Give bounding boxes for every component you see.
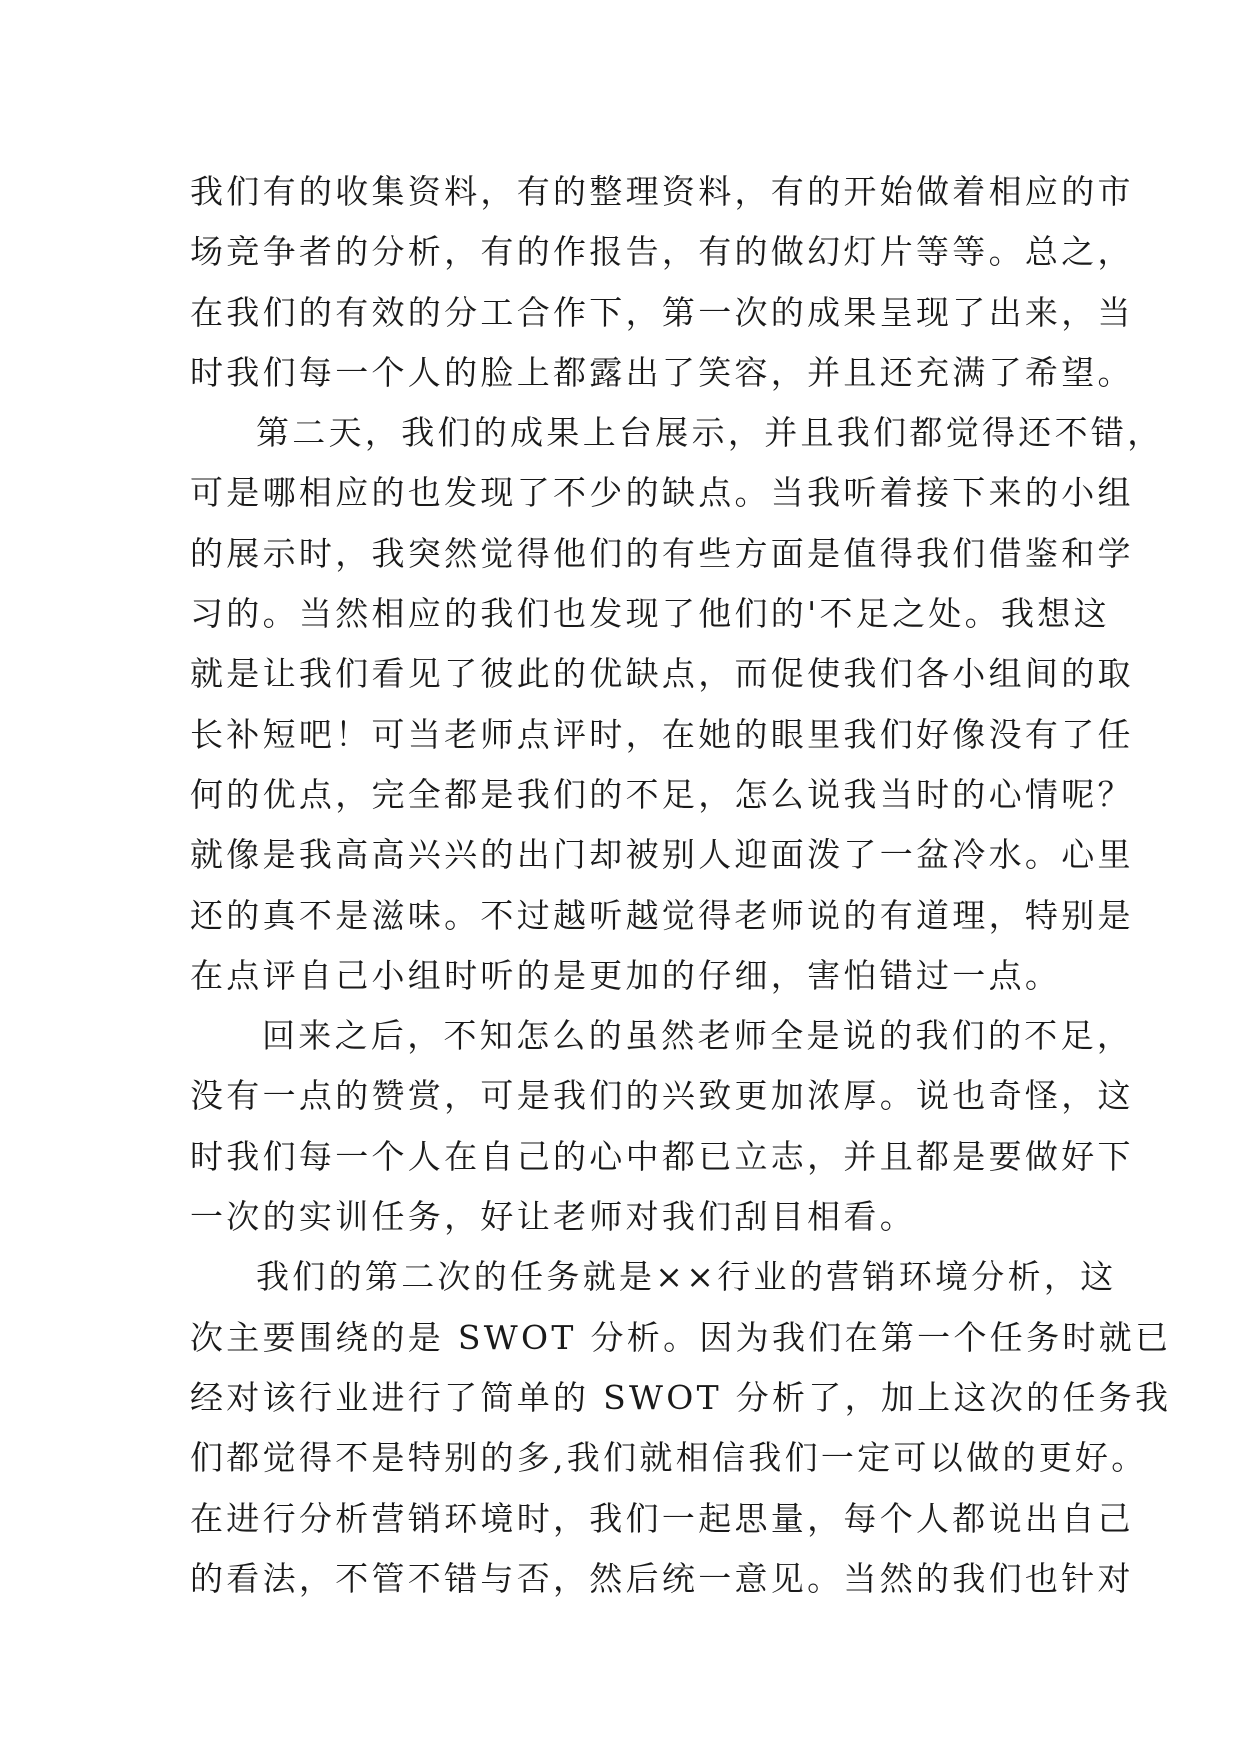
paragraph-first-line: 我们的第二次的任务就是××行业的营销环境分析，这 — [256, 1257, 1117, 1297]
text-line: 还的真不是滋味。不过越听越觉得老师说的有道理，特别是 — [190, 895, 1134, 935]
text-line: 在点评自己小组时听的是更加的仔细，害怕错过一点。 — [190, 955, 1062, 995]
text-line: 们都觉得不是特别的多,我们就相信我们一定可以做的更好。 — [190, 1438, 1148, 1478]
text-line: 时我们每一个人在自己的心中都已立志，并且都是要做好下 — [190, 1136, 1134, 1176]
text-line: 在进行分析营销环境时，我们一起思量，每个人都说出自己 — [190, 1498, 1134, 1538]
text-line: 习的。当然相应的我们也发现了他们的'不足之处。我想这 — [190, 594, 1110, 634]
text-line: 就像是我高高兴兴的出门却被别人迎面泼了一盆冷水。心里 — [190, 835, 1134, 875]
text-line: 在我们的有效的分工合作下，第一次的成果呈现了出来，当 — [190, 292, 1134, 332]
paragraph-first-line: 回来之后，不知怎么的虽然老师全是说的我们的不足， — [262, 1016, 1134, 1056]
body-text — [190, 162, 1172, 1609]
text-line: 就是让我们看见了彼此的优缺点，而促使我们各小组间的取 — [190, 654, 1134, 694]
text-line: 可是哪相应的也发现了不少的缺点。当我听着接下来的小组 — [190, 473, 1134, 513]
text-line: 场竞争者的分析，有的作报告，有的做幻灯片等等。总之， — [190, 232, 1134, 272]
text-line: 何的优点，完全都是我们的不足，怎么说我当时的心情呢？ — [190, 774, 1134, 814]
text-line: 的展示时，我突然觉得他们的有些方面是值得我们借鉴和学 — [190, 533, 1134, 573]
text-line: 我们有的收集资料，有的整理资料，有的开始做着相应的市 — [190, 172, 1134, 211]
paragraph-first-line: 第二天，我们的成果上台展示，并且我们都觉得还不错， — [256, 413, 1164, 453]
text-line: 次主要围绕的是 SWOT 分析。因为我们在第一个任务时就已 — [190, 1317, 1172, 1357]
text-line: 经对该行业进行了简单的 SWOT 分析了，加上这次的任务我 — [190, 1377, 1172, 1417]
text-line: 一次的实训任务，好让老师对我们刮目相看。 — [190, 1197, 916, 1237]
text-line: 长补短吧！可当老师点评时，在她的眼里我们好像没有了任 — [190, 714, 1134, 754]
text-line: 的看法，不管不错与否，然后统一意见。当然的我们也针对 — [190, 1558, 1134, 1598]
text-line: 没有一点的赞赏，可是我们的兴致更加浓厚。说也奇怪，这 — [190, 1076, 1134, 1116]
text-line: 时我们每一个人的脸上都露出了笑容，并且还充满了希望。 — [190, 352, 1134, 392]
